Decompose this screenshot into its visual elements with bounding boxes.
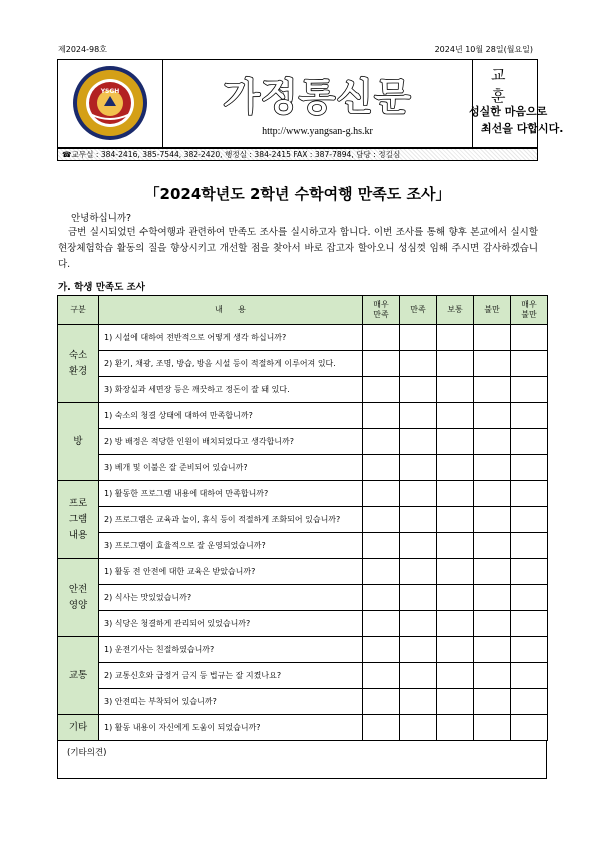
rating-cell-satisfied[interactable]: [400, 715, 437, 741]
rating-cell-very-dissatisfied[interactable]: [511, 663, 548, 689]
category-cell: 프로 그램 내용: [58, 481, 99, 559]
table-row: [58, 689, 548, 715]
table-row: [58, 455, 548, 481]
rating-cell-very-satisfied[interactable]: [363, 559, 400, 585]
newsletter-title: 가정통신문: [223, 75, 412, 119]
satisfaction-survey-table: [57, 295, 548, 741]
rating-cell-very-dissatisfied[interactable]: [511, 611, 548, 637]
rating-cell-dissatisfied[interactable]: [474, 637, 511, 663]
question-cell: 3) 안전띠는 부착되어 있습니까?: [99, 689, 363, 715]
school-logo: [58, 60, 163, 147]
rating-cell-very-satisfied[interactable]: [363, 637, 400, 663]
category-cell: 숙소 환경: [58, 325, 99, 403]
rating-cell-very-dissatisfied[interactable]: [511, 455, 548, 481]
rating-cell-neutral[interactable]: [437, 715, 474, 741]
rating-cell-very-dissatisfied[interactable]: [511, 533, 548, 559]
table-row: [58, 403, 548, 429]
rating-cell-very-satisfied[interactable]: [363, 611, 400, 637]
rating-cell-dissatisfied[interactable]: [474, 377, 511, 403]
rating-cell-satisfied[interactable]: [400, 689, 437, 715]
rating-cell-dissatisfied[interactable]: [474, 663, 511, 689]
question-cell: 2) 교통신호와 급정거 금지 등 법규는 잘 지켰나요?: [99, 663, 363, 689]
other-opinion-box[interactable]: [57, 740, 547, 779]
table-row: [58, 377, 548, 403]
table-row: [58, 663, 548, 689]
rating-cell-satisfied[interactable]: [400, 481, 437, 507]
rating-cell-dissatisfied[interactable]: [474, 585, 511, 611]
header-satisfied: 만족: [400, 296, 437, 325]
intro-paragraph: 금번 실시되었던 수학여행과 관련하여 만족도 조사를 실시하고자 합니다. 이번 조사를 통해 향후 본교에서 실시할 현장체험학습 활동의 질을 향상시키고 개선할 점을 찾아서 바로 잡고자 할아오니 성심껏 임해 주시면 감사하겠습니다.: [58, 227, 538, 270]
rating-cell-neutral[interactable]: [437, 559, 474, 585]
rating-cell-very-dissatisfied[interactable]: [511, 377, 548, 403]
rating-cell-very-satisfied[interactable]: [363, 663, 400, 689]
rating-cell-satisfied[interactable]: [400, 351, 437, 377]
rating-cell-neutral[interactable]: [437, 507, 474, 533]
header-very-satisfied: 매우 만족: [363, 296, 400, 325]
rating-cell-very-dissatisfied[interactable]: [511, 481, 548, 507]
rating-cell-very-dissatisfied[interactable]: [511, 429, 548, 455]
category-cell: 교통: [58, 637, 99, 715]
rating-cell-dissatisfied[interactable]: [474, 351, 511, 377]
rating-cell-very-satisfied[interactable]: [363, 429, 400, 455]
question-cell: 3) 식당은 청결하게 관리되어 있었습니까?: [99, 611, 363, 637]
school-motto: [469, 60, 564, 147]
rating-cell-neutral[interactable]: [437, 429, 474, 455]
rating-cell-neutral[interactable]: [437, 403, 474, 429]
rating-cell-satisfied[interactable]: [400, 325, 437, 351]
question-cell: 2) 식사는 맛있었습니까?: [99, 585, 363, 611]
rating-cell-satisfied[interactable]: [400, 637, 437, 663]
question-cell: 2) 환기, 채광, 조명, 방습, 방음 시설 등이 적절하게 이루어져 있다.: [99, 351, 363, 377]
header-very-dissatisfied: 매우 불만: [511, 296, 548, 325]
rating-cell-dissatisfied[interactable]: [474, 403, 511, 429]
question-cell: 1) 시설에 대하여 전반적으로 어떻게 생각 하십니까?: [99, 325, 363, 351]
header-neutral: 보통: [437, 296, 474, 325]
rating-cell-satisfied[interactable]: [400, 403, 437, 429]
question-cell: 3) 화장실과 세면장 등은 깨끗하고 정돈이 잘 돼 있다.: [99, 377, 363, 403]
table-row: [58, 481, 548, 507]
header-dissatisfied: 불만: [474, 296, 511, 325]
question-cell: 2) 방 배정은 적당한 인원이 배치되었다고 생각합니까?: [99, 429, 363, 455]
rating-cell-very-satisfied[interactable]: [363, 403, 400, 429]
category-cell: 안전 영양: [58, 559, 99, 637]
rating-cell-satisfied[interactable]: [400, 611, 437, 637]
motto-line-2: 최선을 다합시다.: [481, 122, 564, 135]
rating-cell-very-dissatisfied[interactable]: [511, 715, 548, 741]
motto-label: 교 훈: [491, 68, 512, 105]
rating-cell-very-satisfied[interactable]: [363, 481, 400, 507]
rating-cell-neutral[interactable]: [437, 663, 474, 689]
issue-date: 2024년 10월 28일(월요일): [434, 45, 533, 54]
rating-cell-dissatisfied[interactable]: [474, 481, 511, 507]
table-row: [58, 533, 548, 559]
rating-cell-dissatisfied[interactable]: [474, 507, 511, 533]
rating-cell-neutral[interactable]: [437, 325, 474, 351]
table-row: [58, 325, 548, 351]
rating-cell-neutral[interactable]: [437, 611, 474, 637]
question-cell: 3) 프로그램이 효율적으로 잘 운영되었습니까?: [99, 533, 363, 559]
table-row: [58, 611, 548, 637]
masthead: [57, 59, 564, 148]
rating-cell-satisfied[interactable]: [400, 585, 437, 611]
rating-cell-very-dissatisfied[interactable]: [511, 559, 548, 585]
rating-cell-very-satisfied[interactable]: [363, 689, 400, 715]
table-header-row: [58, 296, 548, 325]
rating-cell-dissatisfied[interactable]: [474, 559, 511, 585]
rating-cell-very-dissatisfied[interactable]: [511, 585, 548, 611]
question-cell: 3) 베개 및 이불은 잘 준비되어 있습니까?: [99, 455, 363, 481]
rating-cell-very-dissatisfied[interactable]: [511, 403, 548, 429]
rating-cell-dissatisfied[interactable]: [474, 455, 511, 481]
rating-cell-very-satisfied[interactable]: [363, 351, 400, 377]
question-cell: 1) 활동한 프로그램 내용에 대하여 만족합니까?: [99, 481, 363, 507]
rating-cell-dissatisfied[interactable]: [474, 715, 511, 741]
rating-cell-satisfied[interactable]: [400, 663, 437, 689]
rating-cell-very-satisfied[interactable]: [363, 377, 400, 403]
rating-cell-very-dissatisfied[interactable]: [511, 351, 548, 377]
table-row: [58, 559, 548, 585]
rating-cell-neutral[interactable]: [437, 689, 474, 715]
category-cell: 기타: [58, 715, 99, 741]
rating-cell-satisfied[interactable]: [400, 429, 437, 455]
rating-cell-neutral[interactable]: [437, 455, 474, 481]
rating-cell-very-dissatisfied[interactable]: [511, 507, 548, 533]
question-cell: 1) 숙소의 청결 상태에 대하여 만족합니까?: [99, 403, 363, 429]
rating-cell-very-satisfied[interactable]: [363, 533, 400, 559]
rating-cell-very-dissatisfied[interactable]: [511, 325, 548, 351]
rating-cell-very-satisfied[interactable]: [363, 715, 400, 741]
survey-title: 「2024학년도 2학년 수학여행 만족도 조사」: [144, 185, 451, 203]
motto-line-1: 성실한 마음으로: [469, 105, 548, 118]
table-row: [58, 585, 548, 611]
category-cell: 방: [58, 403, 99, 481]
rating-cell-very-dissatisfied[interactable]: [511, 689, 548, 715]
rating-cell-satisfied[interactable]: [400, 507, 437, 533]
header-content: 내 용: [99, 296, 363, 325]
rating-cell-very-dissatisfied[interactable]: [511, 637, 548, 663]
rating-cell-very-satisfied[interactable]: [363, 585, 400, 611]
rating-cell-satisfied[interactable]: [400, 377, 437, 403]
rating-cell-very-satisfied[interactable]: [363, 325, 400, 351]
greeting: 안녕하십니까?: [71, 213, 132, 224]
rating-cell-dissatisfied[interactable]: [474, 429, 511, 455]
rating-cell-neutral[interactable]: [437, 481, 474, 507]
contact-info: ☎교무실 : 384-2416, 385-7544, 382-2420, 행정실 : 384-2415 FAX : 387-7894, 담당 : 정길심: [57, 148, 538, 161]
rating-cell-dissatisfied[interactable]: [474, 533, 511, 559]
question-cell: 1) 활동 전 안전에 대한 교육은 받았습니까?: [99, 559, 363, 585]
rating-cell-satisfied[interactable]: [400, 559, 437, 585]
title-area: [163, 60, 473, 147]
issue-number: 제2024-98호: [58, 45, 107, 54]
rating-cell-dissatisfied[interactable]: [474, 325, 511, 351]
rating-cell-dissatisfied[interactable]: [474, 689, 511, 715]
table-row: [58, 715, 548, 741]
school-emblem-icon: [58, 60, 162, 147]
table-row: [58, 507, 548, 533]
rating-cell-neutral[interactable]: [437, 377, 474, 403]
question-cell: 1) 운전기사는 친절하였습니까?: [99, 637, 363, 663]
table-row: [58, 429, 548, 455]
question-cell: 1) 활동 내용이 자신에게 도움이 되었습니까?: [99, 715, 363, 741]
rating-cell-neutral[interactable]: [437, 533, 474, 559]
logo-center-text: YSGH: [100, 88, 120, 95]
rating-cell-neutral[interactable]: [437, 351, 474, 377]
rating-cell-satisfied[interactable]: [400, 533, 437, 559]
table-row: [58, 637, 548, 663]
rating-cell-very-satisfied[interactable]: [363, 455, 400, 481]
header-category: 구분: [58, 296, 99, 325]
rating-cell-satisfied[interactable]: [400, 455, 437, 481]
rating-cell-dissatisfied[interactable]: [474, 611, 511, 637]
question-cell: 2) 프로그램은 교육과 놀이, 휴식 등이 적절하게 조화되어 있습니까?: [99, 507, 363, 533]
school-website[interactable]: http://www.yangsan-g.hs.kr: [262, 126, 373, 137]
section-heading: 가. 학생 만족도 조사: [58, 282, 145, 293]
rating-cell-very-satisfied[interactable]: [363, 507, 400, 533]
table-row: [58, 351, 548, 377]
other-opinion-label: (기타의견): [67, 748, 107, 758]
rating-cell-neutral[interactable]: [437, 637, 474, 663]
rating-cell-neutral[interactable]: [437, 585, 474, 611]
